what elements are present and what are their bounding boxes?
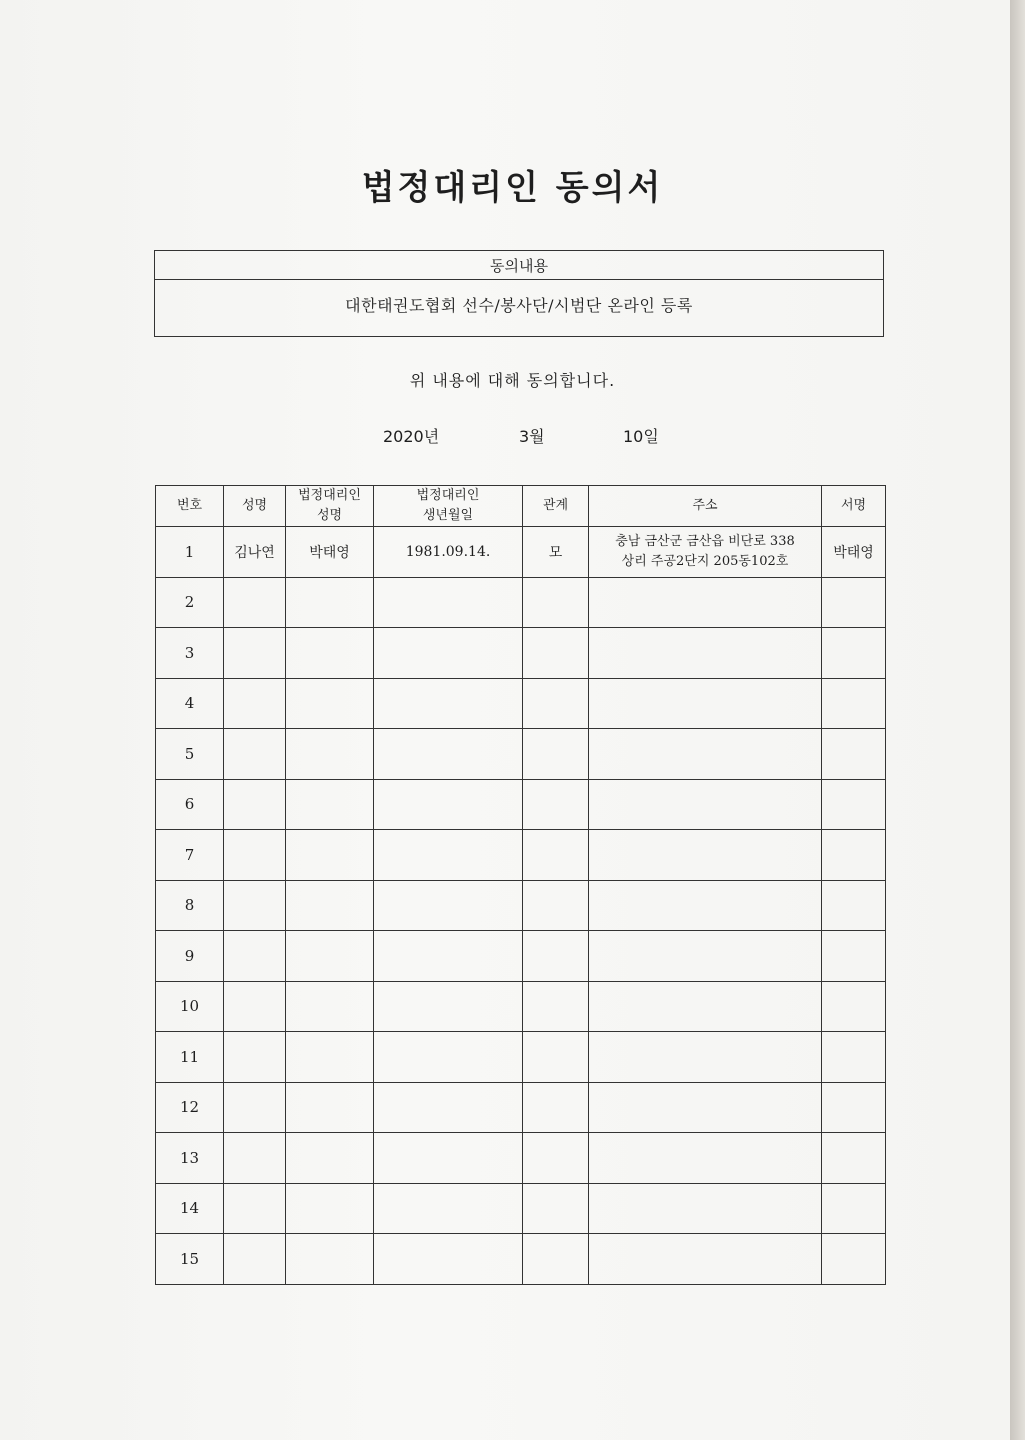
cell-guardian-birth: 1981.09.14. xyxy=(374,527,523,578)
table-row xyxy=(156,577,886,628)
cell-signature xyxy=(822,931,886,982)
cell-name xyxy=(224,1082,286,1133)
cell-name xyxy=(224,678,286,729)
cell-signature xyxy=(822,1183,886,1234)
cell-address xyxy=(589,1234,822,1285)
table-row xyxy=(156,1234,886,1285)
cell-guardian-birth xyxy=(374,880,523,931)
cell-guardian-name xyxy=(286,981,374,1032)
cell-no: 13 xyxy=(156,1133,224,1184)
cell-relation xyxy=(523,628,589,679)
date-day: 10일 xyxy=(623,427,659,446)
table-row xyxy=(156,1183,886,1234)
cell-name xyxy=(224,628,286,679)
header-relation: 관계 xyxy=(523,486,589,527)
cell-signature: 박태영 xyxy=(822,527,886,578)
cell-address xyxy=(589,1133,822,1184)
cell-no: 14 xyxy=(156,1183,224,1234)
cell-guardian-birth xyxy=(374,1133,523,1184)
table-row xyxy=(156,1133,886,1184)
cell-guardian-name xyxy=(286,1082,374,1133)
cell-address xyxy=(589,880,822,931)
cell-no: 1 xyxy=(156,527,224,578)
cell-relation xyxy=(523,830,589,881)
cell-guardian-name xyxy=(286,1032,374,1083)
header-guardian-name-line2: 성명 xyxy=(316,508,343,523)
agreement-statement: 위 내용에 대해 동의합니다. xyxy=(409,371,616,390)
cell-guardian-name xyxy=(286,779,374,830)
cell-guardian-birth xyxy=(374,981,523,1032)
table-row xyxy=(156,931,886,982)
cell-no: 2 xyxy=(156,577,224,628)
table-row xyxy=(156,880,886,931)
cell-guardian-name xyxy=(286,628,374,679)
cell-name xyxy=(224,1183,286,1234)
consent-header: 동의내용 xyxy=(155,254,883,280)
header-address: 주소 xyxy=(589,486,822,527)
desk-background xyxy=(1010,0,1025,1440)
cell-name xyxy=(224,1032,286,1083)
cell-relation xyxy=(523,1234,589,1285)
table-row xyxy=(156,1082,886,1133)
cell-guardian-birth xyxy=(374,1082,523,1133)
cell-relation xyxy=(523,1133,589,1184)
cell-guardian-birth xyxy=(374,1183,523,1234)
table-row xyxy=(156,1032,886,1083)
cell-no: 5 xyxy=(156,729,224,780)
cell-guardian-birth xyxy=(374,830,523,881)
cell-guardian-birth xyxy=(374,678,523,729)
header-no: 번호 xyxy=(156,486,224,527)
cell-name xyxy=(224,931,286,982)
cell-relation xyxy=(523,1183,589,1234)
cell-no: 12 xyxy=(156,1082,224,1133)
cell-guardian-name: 박태영 xyxy=(286,527,374,578)
table-row xyxy=(156,678,886,729)
cell-relation xyxy=(523,779,589,830)
cell-guardian-birth xyxy=(374,577,523,628)
cell-address xyxy=(589,779,822,830)
table-row xyxy=(156,981,886,1032)
consent-content: 대한태권도협회 선수/봉사단/시범단 온라인 등록 xyxy=(345,296,693,315)
cell-address xyxy=(589,981,822,1032)
cell-name xyxy=(224,1234,286,1285)
cell-signature xyxy=(822,678,886,729)
cell-guardian-birth xyxy=(374,628,523,679)
header-guardian-birth-line1: 법정대리인 xyxy=(416,488,480,503)
cell-signature xyxy=(822,779,886,830)
header-name: 성명 xyxy=(224,486,286,527)
cell-address xyxy=(589,678,822,729)
date-year: 2020년 xyxy=(383,427,440,446)
cell-address xyxy=(589,1082,822,1133)
cell-guardian-name xyxy=(286,1133,374,1184)
cell-guardian-name xyxy=(286,931,374,982)
registration-table xyxy=(155,485,886,1285)
cell-no: 10 xyxy=(156,981,224,1032)
table-row xyxy=(156,628,886,679)
date-month: 3월 xyxy=(519,427,545,446)
table-row xyxy=(156,779,886,830)
address-line2: 상리 주공2단지 205동102호 xyxy=(621,553,789,569)
cell-signature xyxy=(822,577,886,628)
header-guardian-birth-line2: 생년월일 xyxy=(422,508,474,523)
cell-guardian-name xyxy=(286,729,374,780)
cell-signature xyxy=(822,1234,886,1285)
cell-address xyxy=(589,931,822,982)
cell-no: 9 xyxy=(156,931,224,982)
cell-address xyxy=(589,527,822,578)
cell-guardian-name xyxy=(286,880,374,931)
cell-no: 3 xyxy=(156,628,224,679)
cell-address xyxy=(589,577,822,628)
cell-guardian-birth xyxy=(374,1032,523,1083)
cell-address xyxy=(589,1183,822,1234)
cell-relation xyxy=(523,931,589,982)
cell-signature xyxy=(822,981,886,1032)
cell-signature xyxy=(822,1133,886,1184)
header-guardian-name-line1: 법정대리인 xyxy=(298,488,361,503)
cell-guardian-birth xyxy=(374,931,523,982)
cell-signature xyxy=(822,628,886,679)
cell-relation: 모 xyxy=(523,527,589,578)
cell-relation xyxy=(523,577,589,628)
table-row xyxy=(156,830,886,881)
consent-box xyxy=(154,250,884,337)
cell-name xyxy=(224,779,286,830)
table-row xyxy=(156,527,886,578)
cell-guardian-name xyxy=(286,830,374,881)
cell-relation xyxy=(523,729,589,780)
cell-guardian-name xyxy=(286,1234,374,1285)
cell-no: 8 xyxy=(156,880,224,931)
document-title: 법정대리인 동의서 xyxy=(361,168,664,208)
cell-relation xyxy=(523,1082,589,1133)
cell-signature xyxy=(822,1032,886,1083)
cell-relation xyxy=(523,1032,589,1083)
cell-name xyxy=(224,880,286,931)
cell-address xyxy=(589,628,822,679)
cell-no: 4 xyxy=(156,678,224,729)
header-guardian-birth xyxy=(374,486,523,527)
cell-name xyxy=(224,1133,286,1184)
cell-guardian-name xyxy=(286,678,374,729)
cell-name xyxy=(224,981,286,1032)
cell-signature xyxy=(822,729,886,780)
cell-address xyxy=(589,830,822,881)
table-header-row xyxy=(156,486,886,527)
cell-name xyxy=(224,729,286,780)
cell-address xyxy=(589,1032,822,1083)
cell-name: 김나연 xyxy=(224,527,286,578)
cell-no: 15 xyxy=(156,1234,224,1285)
cell-guardian-name xyxy=(286,1183,374,1234)
cell-guardian-birth xyxy=(374,779,523,830)
cell-no: 6 xyxy=(156,779,224,830)
header-guardian-name xyxy=(286,486,374,527)
cell-relation xyxy=(523,678,589,729)
cell-relation xyxy=(523,981,589,1032)
cell-relation xyxy=(523,880,589,931)
cell-signature xyxy=(822,830,886,881)
cell-guardian-birth xyxy=(374,1234,523,1285)
cell-signature xyxy=(822,1082,886,1133)
cell-guardian-birth xyxy=(374,729,523,780)
cell-no: 11 xyxy=(156,1032,224,1083)
cell-guardian-name xyxy=(286,577,374,628)
cell-name xyxy=(224,830,286,881)
cell-address xyxy=(589,729,822,780)
address-line1: 충남 금산군 금산읍 비단로 338 xyxy=(615,533,795,549)
cell-no: 7 xyxy=(156,830,224,881)
cell-name xyxy=(224,577,286,628)
cell-signature xyxy=(822,880,886,931)
table-row xyxy=(156,729,886,780)
header-signature: 서명 xyxy=(822,486,886,527)
